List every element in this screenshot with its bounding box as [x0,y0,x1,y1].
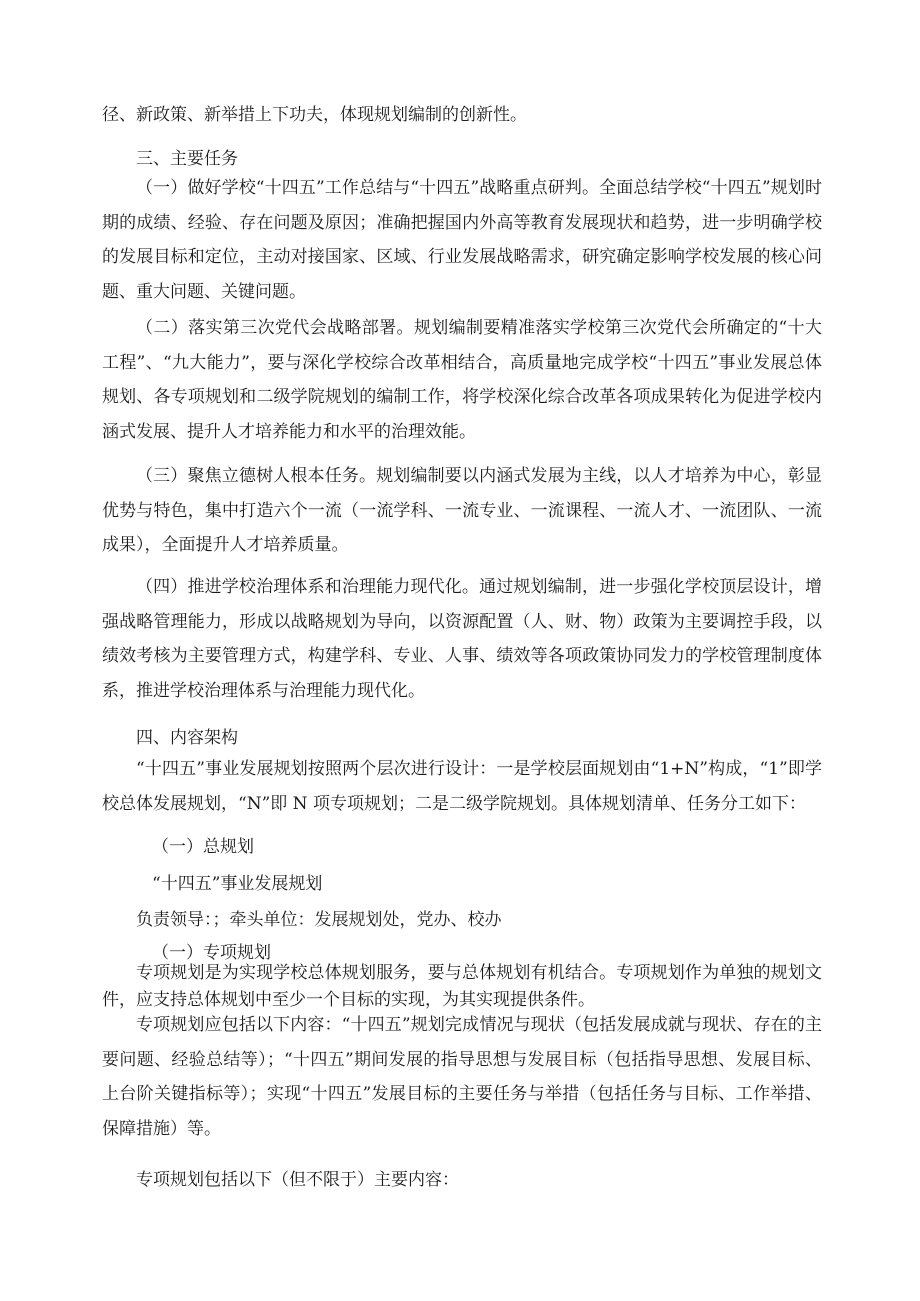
structure-paragraph: “十四五”事业发展规划按照两个层次进行设计：一是学校层面规划由“1+N”构成，“1”即学校总体发展规划，“N”即 N 项专项规划；二是二级学院规划。具体规划清单、任务分工如下： [102,759,822,814]
task-paragraph-1: （一）做好学校“十四五”工作总结与“十四五”战略重点研判。全面总结学校“十四五”规划时期的成绩、经验、存在问题及原因；准确把握国内外高等教育发展现状和趋势，进一步明确学校的发展目标和定位，主动对接国家、区域、行业发展战略需求，研究确定影响学校发展的核心问题、重大问题、关键问题。 [102,178,822,302]
special-plan-paragraph-2: 专项规划应包括以下内容：“十四五”规划完成情况与现状（包括发展成就与现状、存在的主要问题、经验总结等）；“十四五”期间发展的指导思想与发展目标（包括指导思想、发展目标、上台阶关键指标等）；实现“十四五”发展目标的主要任务与举措（包括任务与目标、工作举措、保障措施）等。 [102,1015,822,1139]
subheading-special-plans: （一）专项规划 [152,943,271,963]
special-plan-paragraph-1: 专项规划是为实现学校总体规划服务，要与总体规划有机结合。专项规划作为单独的规划文件，应支持总体规划中至少一个目标的实现，为其实现提供条件。 [102,963,822,1010]
section-heading-structure: 四、内容架构 [136,728,238,748]
task-paragraph-4: （四）推进学校治理体系和治理能力现代化。通过规划编制，进一步强化学校顶层设计，增强战略管理能力，形成以战略规划为导向，以资源配置（人、财、物）政策为主要调控手段，以绩效考核为主要管理方式，构建学科、专业、人事、绩效等各项政策协同发力的学校管理制度体系，推进学校治理体系与治理能力现代化。 [102,577,822,701]
overall-plan-title: “十四五”事业发展规划 [152,874,323,894]
task-paragraph-2: （二）落实第三次党代会战略部署。规划编制要精准落实学校第三次党代会所确定的“十大工程”、“九大能力”，要与深化学校综合改革相结合，高质量地完成学校“十四五”事业发展总体规划、各专项规划和二级学院规划的编制工作，将学校深化综合改革各项成果转化为促进学校内涵式发展、提升人才培养能力和水平的治理效能。 [102,318,822,442]
overall-plan-responsibility: 负责领导：；牵头单位：发展规划处，党办、校办 [136,910,502,930]
subheading-overall-plan: （一）总规划 [152,837,254,857]
continued-line: 径、新政策、新举措上下功夫，体现规划编制的创新性。 [102,105,527,125]
section-heading-tasks: 三、主要任务 [136,149,238,169]
task-paragraph-3: （三）聚焦立德树人根本任务。规划编制要以内涵式发展为主线，以人才培养为中心，彰显优势与特色，集中打造六个一流（一流学科、一流专业、一流课程、一流人才、一流团队、一流成果），全面提升人才培养质量。 [102,466,822,555]
special-plan-contents-intro: 专项规划包括以下（但不限于）主要内容： [136,1170,459,1190]
